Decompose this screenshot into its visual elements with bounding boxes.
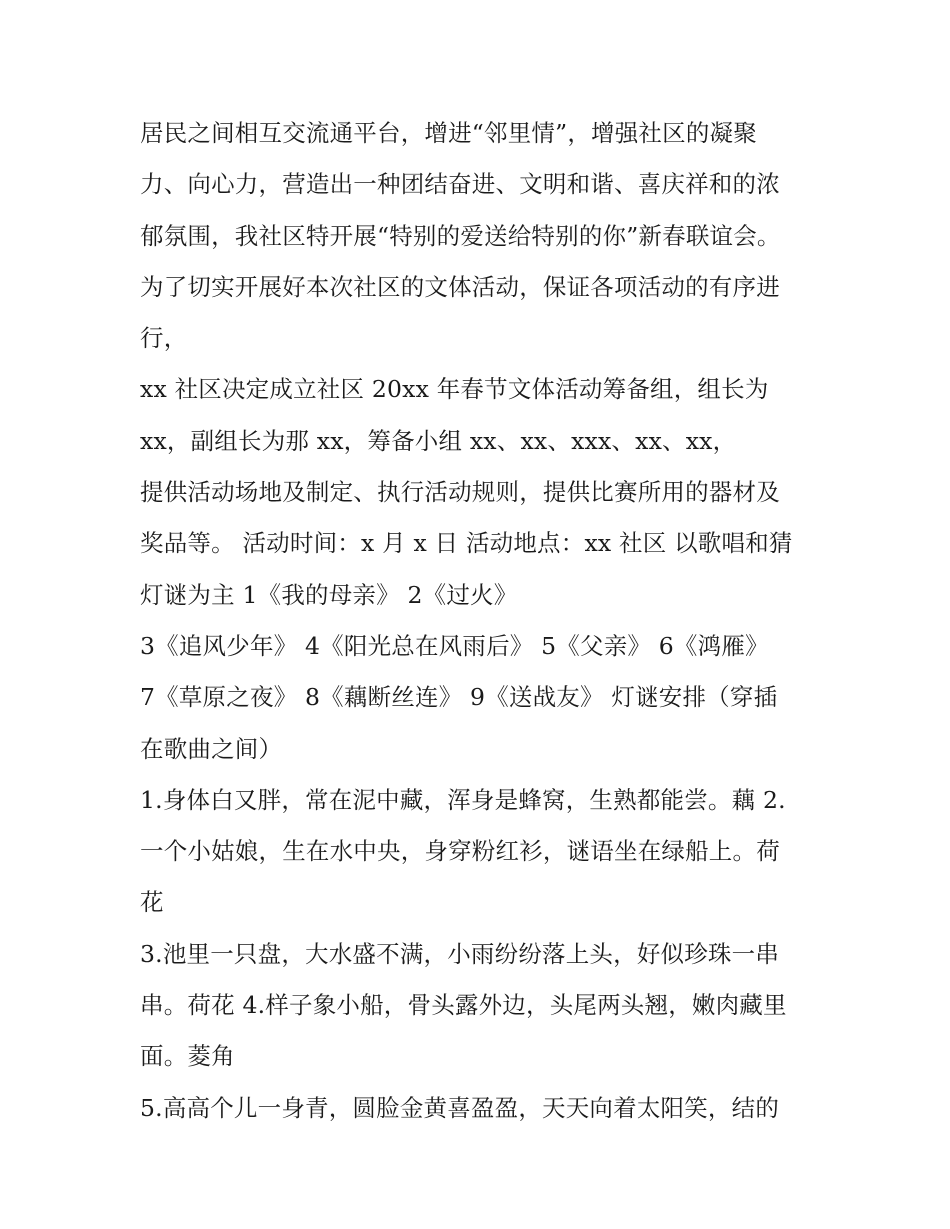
text-line: 提供活动场地及制定、执行活动规则，提供比赛所用的器材及 bbox=[140, 478, 780, 507]
text-line: 郁氛围，我社区特开展“特别的爱送给特别的你”新春联谊会。 bbox=[140, 221, 781, 250]
text-line: 行， bbox=[140, 324, 188, 353]
text-line: 花 bbox=[140, 888, 164, 917]
text-line: 在歌曲之间） bbox=[140, 734, 283, 763]
text-line: 奖品等。 活动时间：x 月 x 日 活动地点：xx 社区 以歌唱和猜 bbox=[140, 529, 793, 558]
text-line: 一个小姑娘，生在水中央，身穿粉红衫，谜语坐在绿船上。荷 bbox=[140, 837, 780, 866]
document-body bbox=[140, 108, 820, 1134]
text-line: 串。荷花 4.样子象小船，骨头露外边，头尾两头翘，嫩肉藏里 bbox=[140, 991, 787, 1020]
text-line: 3.池里一只盘，大水盛不满，小雨纷纷落上头，好似珍珠一串 bbox=[140, 939, 780, 968]
text-line: 灯谜为主 1《我的母亲》 2《过火》 bbox=[140, 580, 518, 609]
text-line: 7《草原之夜》 8《藕断丝连》 9《送战友》 灯谜安排（穿插 bbox=[140, 683, 778, 712]
text-line: 3《追风少年》 4《阳光总在风雨后》 5《父亲》 6《鸿雁》 bbox=[140, 631, 769, 660]
text-line: 面。菱角 bbox=[140, 1042, 235, 1071]
text-line: 5.高高个儿一身青，圆脸金黄喜盈盈，天天向着太阳笑，结的 bbox=[140, 1093, 780, 1122]
text-line: 居民之间相互交流通平台，增进“邻里情”，增强社区的凝聚 bbox=[140, 119, 757, 147]
text-line: 力、向心力，营造出一种团结奋进、文明和谐、喜庆祥和的浓 bbox=[140, 170, 780, 199]
text-line: 为了切实开展好本次社区的文体活动，保证各项活动的有序进 bbox=[140, 272, 780, 301]
text-line: xx 社区决定成立社区 20xx 年春节文体活动筹备组，组长为 bbox=[140, 375, 769, 404]
text-line: 1.身体白又胖，常在泥中藏，浑身是蜂窝，生熟都能尝。藕 2. bbox=[140, 785, 786, 814]
text-line: xx，副组长为那 xx，筹备小组 xx、xx、xxx、xx、xx， bbox=[140, 426, 737, 455]
